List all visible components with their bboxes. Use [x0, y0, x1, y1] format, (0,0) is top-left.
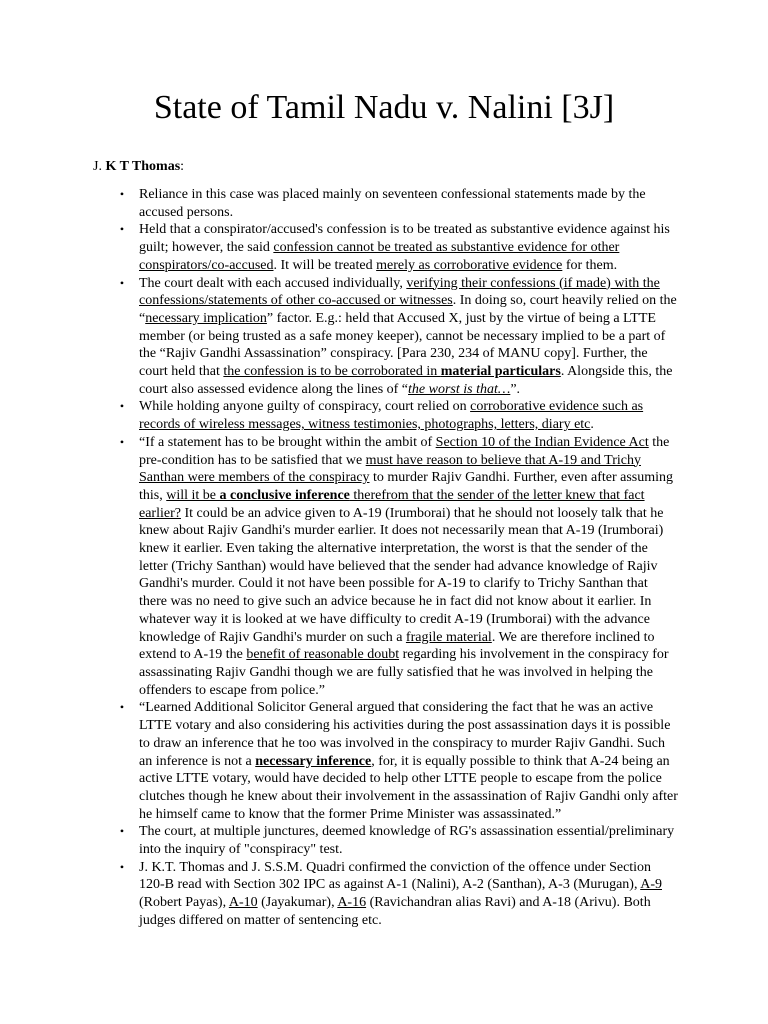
text-run: necessary implication	[145, 310, 267, 326]
text-run: .	[590, 417, 594, 433]
judge-suffix: :	[180, 159, 185, 174]
bullet-point	[119, 275, 679, 399]
bullet-point	[119, 823, 679, 858]
text-run: therefrom that the sender of the letter knew that fact earlier?	[139, 487, 645, 521]
text-run: , for, it is equally possible to think that A-24 being an active LTTE votary, would have decided to help other LTTE people to escape from the police clutches though he knew about their involvement in the assassination of Rajiv Gandhi only after he himself came to know that the former Prime Minister was assassinated.”	[139, 753, 678, 822]
judge-line	[93, 158, 184, 176]
text-run: for them.	[562, 257, 618, 273]
bullet-icon: •	[119, 275, 125, 290]
bullet-point	[119, 699, 679, 823]
text-run: . We are therefore inclined to extend to A-19 the	[139, 629, 655, 663]
text-run: verifying their confessions (if made) with the confessions/statements of other co-accused or witnesses	[139, 275, 660, 309]
bullet-icon: •	[119, 434, 125, 449]
bullet-point	[119, 221, 679, 274]
text-run: merely as corroborative evidence	[376, 257, 563, 273]
document-title: State of Tamil Nadu v. Nalini [3J]	[153, 89, 615, 126]
bullet-icon: •	[119, 399, 125, 414]
text-run: necessary inference	[255, 753, 372, 769]
text-run: (Ravichandran alias Ravi) and A-18 (Arivu). Both judges differed on matter of sentencing etc.	[139, 895, 651, 928]
text-run: “If a statement has to be brought within the ambit of	[139, 434, 436, 450]
text-run: regarding his involvement in the conspiracy for assassinating Rajiv Gandhi though we are fully satisfied that he was involved in helping the offenders to escape from police.”	[139, 647, 669, 698]
text-run: corroborative evidence such as records of wireless messages, witness testimonies, photographs, letters, diary etc	[139, 399, 644, 433]
text-run: A-16	[337, 895, 367, 911]
points-list	[119, 186, 679, 930]
text-run: Section 10 of the Indian Evidence Act	[435, 434, 649, 450]
text-run: . It will be treated	[273, 257, 377, 273]
text-run: J. K.T. Thomas and J. S.S.M. Quadri confirmed the conviction of the offence under Section 120-B read with Section 302 IPC as against A-1 (Nalini), A-2 (Santhan), A-3 (Murugan),	[139, 859, 652, 893]
text-run: . Alongside this, the court also assessed evidence along the lines of “	[139, 364, 673, 397]
text-run: . In doing so, court heavily relied on the “	[139, 293, 677, 326]
bullet-icon: •	[119, 700, 125, 715]
judge-prefix: J.	[93, 159, 106, 174]
text-run: ” factor. E.g.: held that Accused X, just by the virtue of being a LTTE member (or being trusted as a safe money keeper), cannot be necessary implied to be a part of the “Rajiv Gandhi Assassination” conspiracy. [Para 230, 234 of MANU copy]. Further, the court held that	[139, 310, 666, 380]
text-run: benefit of reasonable doubt	[246, 647, 400, 663]
text-run: confession cannot be treated as substantive evidence for other conspirators/co-accused	[139, 240, 620, 273]
text-run: material particulars	[440, 364, 561, 380]
text-run: It could be an advice given to A-19 (Irumborai) that he should not loosely talk that he knew about Rajiv Gandhi's murder earlier. It does not necessarily mean that A-19 (Irumborai) knew it earlier. Even taking the alternative interpretation, the worst is that the sender of the letter (Trichy Santhan) would have believed that the sender had advance knowledge of Rajiv Gandhi's murder. Could it not have been possible for A-19 to clarify to Trichy Santhan that there was no need to give such an advice because he in fact did not know about it earlier. In whatever way it is looked at we have difficulty to credit A-19 (Irumborai) with the advance knowledge of Rajiv Gandhi's murder on such a	[139, 505, 664, 645]
text-run: (Jayakumar),	[257, 895, 338, 911]
bullet-point	[119, 434, 679, 700]
text-run: The court, at multiple junctures, deemed knowledge of RG's assassination essential/preliminary into the inquiry of "conspiracy" test.	[139, 824, 675, 858]
text-run: fragile material	[405, 629, 492, 645]
text-run: will it be	[166, 487, 220, 503]
bullet-point	[119, 186, 679, 221]
text-run: the pre-condition has to be satisfied that we	[139, 434, 670, 468]
text-run: Held that a conspirator/accused's confession is to be treated as substantive evidence against his guilt; however, the said	[139, 222, 670, 256]
judge-name: K T Thomas	[105, 159, 181, 174]
text-run: ”.	[510, 381, 521, 397]
text-run: While holding anyone guilty of conspiracy, court relied on	[139, 399, 471, 415]
bullet-icon: •	[119, 187, 125, 201]
bullet-icon: •	[119, 222, 125, 237]
bullet-point	[119, 398, 679, 433]
bullet-icon: •	[119, 824, 125, 839]
text-run: the worst is that…	[408, 381, 511, 397]
text-run: A-9	[640, 877, 662, 893]
text-run: A-10	[228, 895, 258, 911]
text-run: (Robert Payas),	[139, 895, 229, 911]
text-run: Reliance in this case was placed mainly on seventeen confessional statements made by the accused persons.	[139, 187, 646, 220]
text-run: to murder Rajiv Gandhi. Further, even after assuming this,	[139, 470, 674, 503]
text-run: “Learned Additional Solicitor General argued that considering the fact that he was an active LTTE votary and also considering his activities during the post assassination days it is possible to draw an inference that he too was involved in the conspiracy to murder Rajiv Gandhi. Such an inference is not a	[139, 700, 671, 769]
text-run: The court dealt with each accused individually,	[139, 275, 407, 291]
bullet-icon: •	[119, 859, 125, 874]
text-run: the confession is to be corroborated in	[223, 364, 441, 380]
text-run: a conclusive inference	[219, 487, 350, 503]
text-run: must have reason to believe that A-19 and Trichy Santhan were members of the conspiracy	[139, 452, 641, 486]
bullet-point	[119, 859, 679, 930]
